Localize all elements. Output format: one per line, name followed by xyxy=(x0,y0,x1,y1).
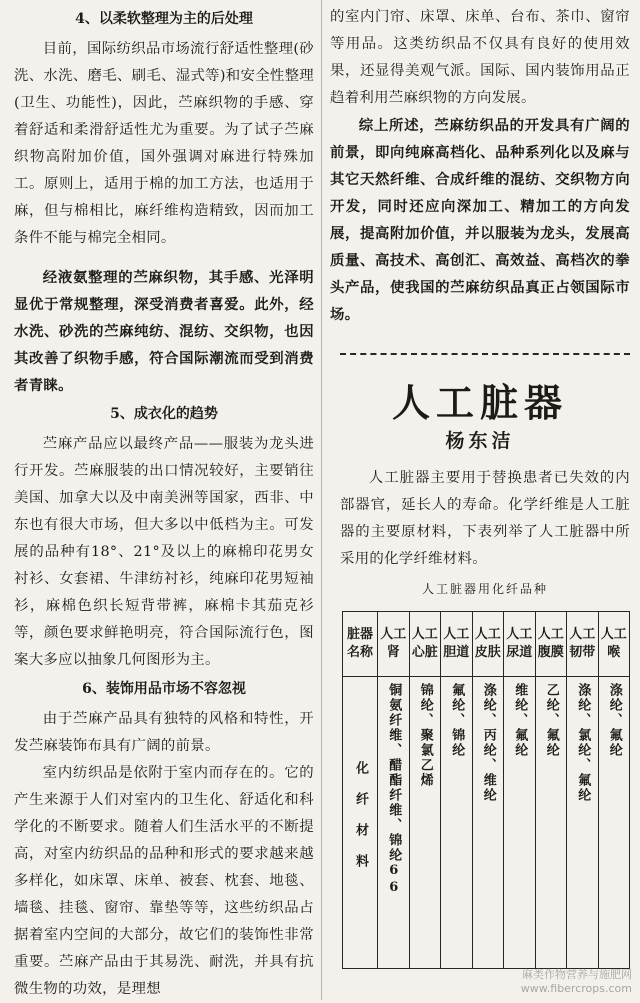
section-4-heading: 4、以柔软整理为主的后处理 xyxy=(75,11,253,27)
material-cell xyxy=(472,677,504,969)
site-watermark: 麻类作物营养与施肥网 www.fibercrops.com xyxy=(520,968,632,995)
paragraph: 苎麻产品应以最终产品——服装为龙头进行开发。苎麻服装的出口情况较好，主要销往美国、加拿大以及中南美洲等国家，西非、中东也有很大市场，但大多以中低档为主。可发展的品种有18°、21°及以上的麻棉印花男女衬衫、女套裙、牛津纺衬衫，纯麻印花男短袖衫，麻棉色织长短背带裤，麻棉卡其茄克衫等，颜色要求鲜艳明亮，符合国际流行色，图案大多应以抽象几何图形为主。 xyxy=(14,436,314,668)
material-text: 涤纶、氯纶、氟纶 xyxy=(575,683,591,803)
paragraph: 经液氨整理的苎麻织物，其手感、光泽明显优于常规整理，深受消费者喜爱。此外，经水洗、砂洗的苎麻纯纺、混纺、交织物，也因其改善了织物手感，符合国际潮流而受到消费者青睐。 xyxy=(14,269,314,394)
column-divider xyxy=(321,0,322,1000)
organ-header-cell: 人工韧带 xyxy=(567,612,599,677)
row-label: 化纤材料 xyxy=(353,760,368,885)
material-cell xyxy=(378,677,410,969)
article-author: 杨东洁 xyxy=(445,430,515,452)
section-5-heading: 5、成衣化的趋势 xyxy=(110,406,218,422)
material-cell xyxy=(504,677,536,969)
article-divider xyxy=(340,353,630,355)
article-title: 人工脏器 xyxy=(391,380,568,425)
material-text: 锦纶、聚氯乙烯 xyxy=(417,683,433,788)
material-text: 氟纶、锦纶 xyxy=(449,683,465,758)
paragraph: 由于苎麻产品具有独特的风格和特性，开发苎麻装饰布具有广阔的前景。 xyxy=(14,711,314,754)
material-cell xyxy=(441,677,473,969)
material-text: 涤纶、丙纶、维纶 xyxy=(480,683,496,803)
material-cell xyxy=(598,677,630,969)
organ-header-cell: 人工皮肤 xyxy=(472,612,504,677)
material-text: 涤纶、氟纶 xyxy=(606,683,622,758)
organ-header-cell: 人工尿道 xyxy=(504,612,536,677)
organ-header-cell: 人工胆道 xyxy=(441,612,473,677)
material-text: 铜氨纤维、醋酯纤维、锦纶66 xyxy=(386,683,402,897)
organ-header-cell: 人工腹膜 xyxy=(535,612,567,677)
table-caption: 人工脏器用化纤品种 xyxy=(421,582,548,596)
material-cell xyxy=(409,677,441,969)
organ-header-cell: 人工肾 xyxy=(378,612,410,677)
material-text: 乙纶、氟纶 xyxy=(543,683,559,758)
paragraph: 综上所述，苎麻纺织品的开发具有广阔的前景，即向纯麻高档化、品种系列化以及麻与其它天然纤维、合成纤维的混纺、交织物方向开发，同时还应向深加工、精加工的方向发展，提高附加价值，并以服装为龙头，发展高质量、高技术、高创汇、高效益、高档次的拳头产品，使我国的苎麻纺织品真正占领国际市场。 xyxy=(330,117,630,323)
artificial-organ-fiber-table xyxy=(342,611,630,969)
paragraph: 的室内门帘、床罩、床单、台布、茶巾、窗帘等用品。这类纺织品不仅具有良好的使用效果，还显得美观气派。国际、国内装饰用品正趋着利用苎麻织物的方向发展。 xyxy=(330,9,630,106)
paragraph: 室内纺织品是依附于室内而存在的。它的产生来源于人们对室内的卫生化、舒适化和科学化的不断要求。随着人们生活水平的不断提高，对室内纺织品的品种和形式的要求越来越多样化，如床罩、床单、被套、枕套、地毯、墙毯、挂毯、窗帘、靠垫等等，这些纺织品占据着室内空间的大部分，故它们的装饰性非常重要。苎麻产品由于其易洗、耐洗，并具有抗微生物的功效，是理想 xyxy=(14,765,314,997)
paragraph: 目前，国际纺织品市场流行舒适性整理(砂洗、水洗、磨毛、刷毛、湿式等)和安全性整理(卫生、功能性)，因此，苎麻织物的手感、穿着舒适和柔滑舒适性尤为重要。为了试子苎麻织物高附加价值，国外强调对麻进行特殊加工。原则上，适用于棉的加工方法，也适用于麻，但与棉相比，麻纤维构造精致，因而加工条件不能与棉完全相同。 xyxy=(14,41,314,246)
organ-header-cell: 人工心脏 xyxy=(409,612,441,677)
left-column xyxy=(14,4,314,1003)
organ-header-cell: 人工喉 xyxy=(598,612,630,677)
material-cell xyxy=(535,677,567,969)
row-label-cell xyxy=(343,677,378,969)
header-label-cell: 脏器名称 xyxy=(343,612,378,677)
table-header-row xyxy=(343,612,630,677)
material-text: 维纶、氟纶 xyxy=(512,683,528,758)
table-row xyxy=(343,677,630,969)
section-6-heading: 6、装饰用品市场不容忽视 xyxy=(82,681,246,697)
right-column xyxy=(330,4,630,328)
article-intro xyxy=(340,465,630,573)
paragraph: 人工脏器主要用于替换患者已失效的内部器官，延长人的寿命。化学纤维是人工脏器的主要原材料，下表列举了人工脏器中所采用的化学纤维材料。 xyxy=(340,470,630,567)
material-cell xyxy=(567,677,599,969)
